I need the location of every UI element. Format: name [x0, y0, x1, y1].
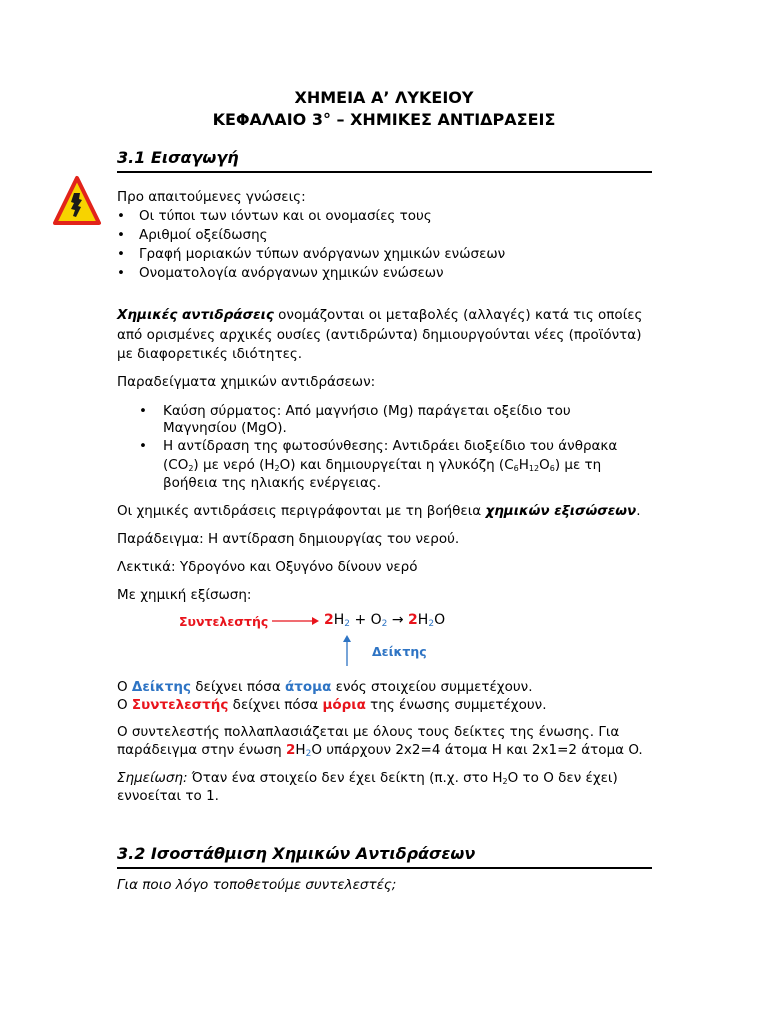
prereq-title: Προ απαιτούμενες γνώσεις:	[117, 189, 306, 205]
coefficient-arrow-icon	[272, 615, 320, 627]
document-title: ΧΗΜΕΙΑ Α’ ΛΥΚΕΙΟΥ	[294, 88, 474, 107]
equation-intro: Με χημική εξίσωση:	[117, 587, 252, 603]
note-line-1: Σημείωση: Όταν ένα στοιχείο δεν έχει δείκτη (π.χ. στο $H_2O$ το O δεν έχει)	[117, 770, 618, 786]
section-question: Για ποιο λόγο τοποθετούμε συντελεστές;	[117, 877, 397, 893]
water-example: Παράδειγμα: Η αντίδραση δημιουργίας του νερού.	[117, 531, 460, 547]
coefficient-explanation: Ο Συντελεστής δείχνει πόσα μόρια της ένωσης συμμετέχουν.	[117, 697, 547, 713]
verbal-equation: Λεκτικά: Υδρογόνο και Οξυγόνο δίνουν νερό	[117, 559, 418, 575]
multiplication-line-1: Ο συντελεστής πολλαπλασιάζεται με όλους τους δείκτες της ένωσης. Για	[117, 724, 620, 740]
index-label: Δείκτης	[372, 644, 427, 659]
document-page: ΧΗΜΕΙΑ Α’ ΛΥΚΕΙΟΥ ΚΕΦΑΛΑΙΟ 3° – ΧΗΜΙΚΕΣ ΑΝΤΙΔΡΑΣΕΙΣ 3.1 Εισαγωγή Προ απαιτούμενες γνώσεις: • Οι τύποι των ιόντων και οι ονομασίες τους • Αριθμοί οξείδωσης • Γραφή μοριακών τύπων ανόργανων χημικών ενώσεων • Ονοματολογία ανόργανων χημικών ενώσεων Χημικές αντιδράσεις ονομάζονται οι μεταβολές (αλλαγές) κατά τις οποίες από ορισμένες αρχικές ουσίες (αντιδρώντα) δημιουργούνται νέες (προϊόντα) με διαφορετικές ιδιότητες. Παραδείγματα χημικών αντιδράσεων: • Καύση σύρματος: Από μαγνήσιο (Mg) παράγεται οξείδιο του Μαγνησίου (MgO). • Η αντίδραση της φωτοσύνθεσης: Αντιδράει διοξείδιο του άνθρακα $(CO_2)$ με νερό $(H_2O)$ και δημιουργείται η γλυκόζη $(C_6H_{12}O_6)$ με τη βοήθεια της ηλιακής ενέργειας. Οι χημικές αντιδράσεις περιγράφονται με τη βοήθεια χημικών εξισώσεων. Παράδειγμα: Η αντίδραση δημιουργίας του νερού. Λεκτικά: Υδρογόνο και Οξυγόνο δίνουν νερό Με χημική εξίσωση: Συντελεστής 2H2 + O2 → 2H2O Δείκτης Ο Δείκτης δείχνει πόσα άτομα ενός στοιχείου συμμετέχουν. Ο Συντελεστής δείχνει πόσα μόρια της ένωσης συμμετέχουν. Ο συντελεστής πολλαπλασιάζεται με όλους τους δείκτες της ένωσης. Για παράδειγμα στην ένωση 2H2O υπάρχουν 2x2=4 άτομα H και 2x1=2 άτομα O. Σημείωση: Όταν ένα στοιχείο δεν έχει δείκτη (π.χ. στο $H_2O$ το O δεν έχει) εννοείται το 1. 3.2 Ισοστάθμιση Χημικών Αντιδράσεων Για ποιο λόγο τοποθετούμε συντελεστές;	[0, 0, 768, 1024]
reaction-arrow: →	[391, 612, 404, 628]
index-explanation: Ο Δείκτης δείχνει πόσα άτομα ενός στοιχείου συμμετέχουν.	[117, 679, 533, 695]
chemical-equation: 2H2 + O2 → 2H2O	[324, 612, 446, 629]
section-heading-3-2: 3.2 Ισοστάθμιση Χημικών Αντιδράσεων	[117, 844, 652, 869]
chapter-title: ΚΕΦΑΛΑΙΟ 3° – ΧΗΜΙΚΕΣ ΑΝΤΙΔΡΑΣΕΙΣ	[212, 110, 556, 129]
examples-title: Παραδείγματα χημικών αντιδράσεων:	[117, 374, 376, 390]
warning-sign-icon	[52, 175, 102, 227]
definition-line-2: από ορισμένες αρχικές ουσίες (αντιδρώντα) δημιουργούνται νέες (προϊόντα)	[117, 327, 642, 343]
multiplication-line-2: παράδειγμα στην ένωση 2H2O υπάρχουν 2x2=4 άτομα H και 2x1=2 άτομα O.	[117, 742, 643, 759]
coefficient-label: Συντελεστής	[179, 614, 269, 629]
index-arrow-icon	[341, 634, 353, 666]
definition-line-1: Χημικές αντιδράσεις ονομάζονται οι μεταβολές (αλλαγές) κατά τις οποίες	[117, 307, 643, 323]
definition-line-3: με διαφορετικές ιδιότητες.	[117, 346, 303, 362]
note-line-2: εννοείται το 1.	[117, 788, 219, 804]
equations-sentence: Οι χημικές αντιδράσεις περιγράφονται με τη βοήθεια χημικών εξισώσεων.	[117, 503, 641, 519]
section-heading-3-1: 3.1 Εισαγωγή	[117, 148, 652, 173]
